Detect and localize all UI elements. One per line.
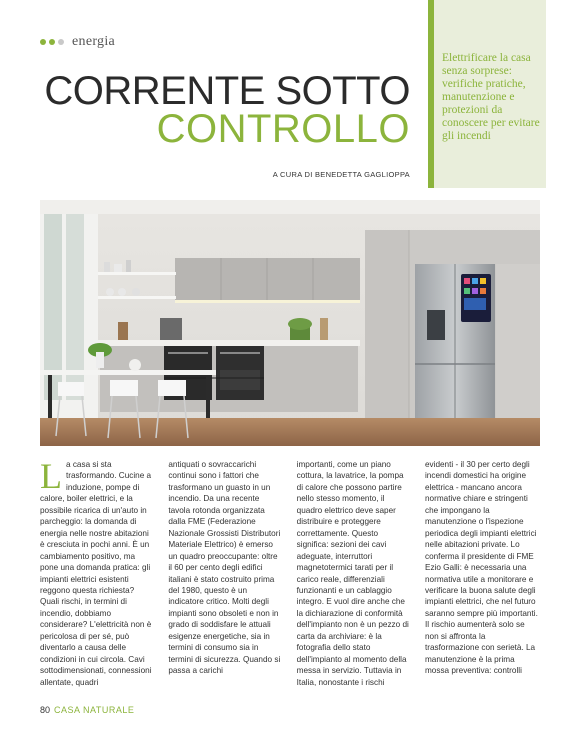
body-column-1 [40,456,155,688]
kitchen-illustration [40,200,540,446]
page-number: 80 [40,705,51,715]
abstract-text: Elettrificare la casa senza sorprese: verifiche pratiche, manutenzione e protezioni da conoscere per evitare gli incendi [442,52,540,142]
byline: A CURA DI BENEDETTA GAGLIOPPA [272,170,410,179]
page-footer [40,705,134,715]
magazine-name: CASA NATURALE [54,705,135,715]
dropcap: L [40,456,62,496]
title-line-1: CORRENTE SOTTO [44,69,410,113]
article-title [40,69,410,151]
title-line-2: CONTROLLO [156,107,410,151]
body-text-3: importanti, come un piano cottura, la lavatrice, la pompa di calore che possono partire nello stesso momento, il quadro elettrico deve saper distribuire e proteggere correttamente. Questo significa: sezioni dei cavi adeguate, interruttori magnetotermici tarati per il carico reale, differenziali funzionanti e un cablaggio integro. E vuol dire anche che la dichiarazione di conformità dell'impianto non è un pezzo di carta da archiviare: è la fotografia dello stato dell'impianto al momento della messa in servizio. Tuttavia in Italia, nonostante i rischi [296,460,409,687]
body-text-1: a casa si sta trasformando. Cucine a induzione, pompe di calore, boiler elettrici, e la possibile ricarica di un'auto in parcheggio: la domanda di energia nelle nostre abitazioni è cresciuta in pochi anni. È un cambiamento positivo, ma pone una domanda pratica: gli impianti elettrici esistenti reggono questa richiesta? Quali rischi, in termini di incendio, dobbiamo considerare? L'elettricità non è pericolosa di per sé, può diventarlo a causa delle condizioni in cui circola. Cavi sottodimensionati, connessioni allentate, quadri [40,460,152,687]
abstract-box [434,0,546,188]
article-body [40,456,540,688]
body-text-4: evidenti - il 30 per certo degli incendi domestici ha origine elettrica - mancano ancora normative chiare e stringenti che impongano la manutenzione o l'ispezione periodica degli impianti elettrici nelle abitazioni private. Lo conferma il presidente di FME Ezio Galli: è necessaria una normativa utile a monitorare e verificare la buona salute degli impianti elettrici, che nel futuro saranno sempre più importanti. Il rischio aumenterà solo se non si affronta la trasformazione con serietà. La manutenzione è la prima mossa preventiva: controlli [424,460,538,676]
section-label: energia [72,34,116,49]
kitchen-photo [40,200,540,446]
section-tag [40,34,115,50]
body-column-4 [425,459,540,688]
section-dot [49,39,55,45]
section-dot [58,39,64,45]
section-dot [40,39,46,45]
body-column-2 [168,459,283,688]
body-column-3 [297,459,412,688]
body-text-2: antiquati o sovraccarichi continui sono i fattori che trasformano un guasto in un incendio. Da una recente tavola rotonda organizzata dalla FME (Federazione Nazionale Grossisti Distributori Materiale Elettrico) è emerso un quadro preoccupante: oltre il 60 per cento degli edifici italiani è stato costruito prima del 1980, questo è un indicatore critico. Molti degli impianti sono obsoleti e non in grado di soddisfare le attuali esigenze energetiche, sia in termini di consumo sia in termini di sicurezza. Quando si passa a carichi [168,460,281,676]
section-dots [40,39,64,45]
